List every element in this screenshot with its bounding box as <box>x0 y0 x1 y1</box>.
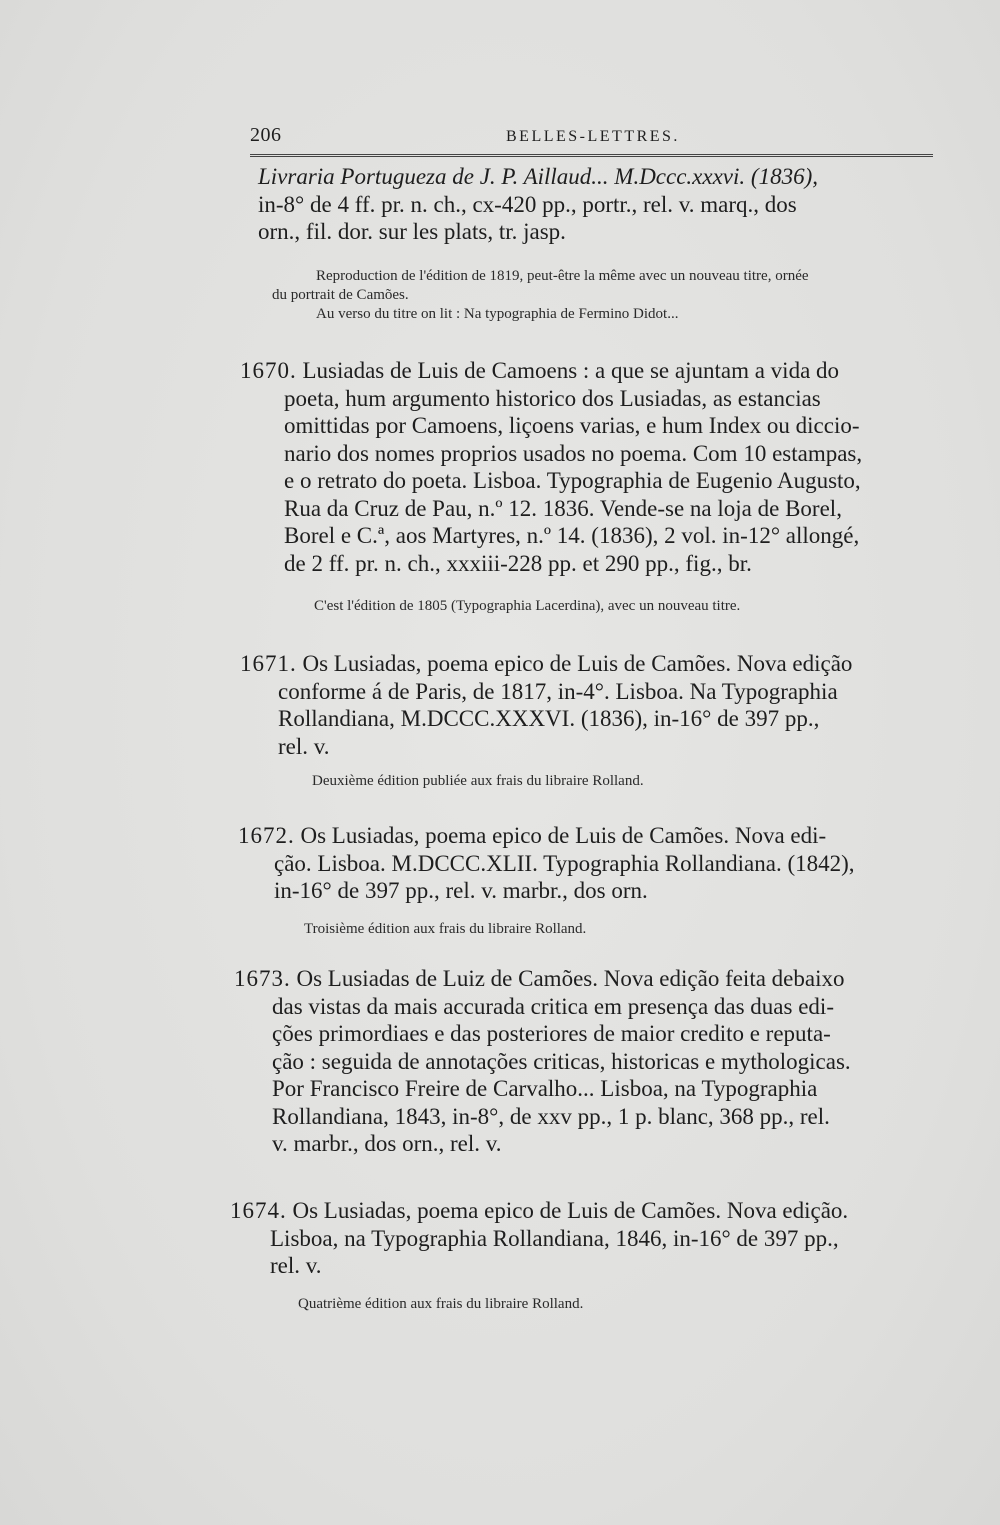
entry-first-line <box>230 1197 934 1225</box>
entry-1672-note <box>304 920 924 939</box>
entry-line: de 2 ff. pr. n. ch., xxxiii-228 pp. et 290 pp., fig., br. <box>284 550 752 576</box>
note-line: Deuxième édition publiée aux frais du libraire Rolland. <box>312 773 644 789</box>
entry-continuation <box>258 163 934 246</box>
entry-line: Os Lusiadas, poema epico de Luis de Camões. Nova edi- <box>300 823 827 848</box>
entry-line: ção. Lisboa. M.DCCC.XLII. Typographia Rollandiana. (1842), <box>274 850 855 876</box>
entry-first-line <box>234 965 934 993</box>
entry-line: e o retrato do poeta. Lisboa. Typographia de Eugenio Augusto, <box>284 468 861 493</box>
entry-line: Rollandiana, M.DCCC.XXXVI. (1836), in-16° de 397 pp., <box>278 706 820 731</box>
entry-line: rel. v. <box>270 1253 322 1278</box>
entry-line: omittidas por Camoens, liçoens varias, e hum Index ou diccio- <box>284 413 860 438</box>
entry-line: ção : seguida de annotações criticas, historicas e mythologicas. <box>272 1048 851 1074</box>
entry-line: v. marbr., dos orn., rel. v. <box>272 1131 502 1156</box>
entry-line: Rua da Cruz de Pau, n.º 12. 1836. Vende-se na loja de Borel, <box>284 495 842 521</box>
entry-first-line <box>240 357 934 385</box>
entry-1673 <box>234 965 934 1158</box>
entry-line: orn., fil. dor. sur les plats, tr. jasp. <box>258 219 566 244</box>
note-line: Troisième édition aux frais du libraire Rolland. <box>304 921 587 937</box>
entry-number: 1674. <box>230 1198 287 1223</box>
note-line: Reproduction de l'édition de 1819, peut-être la même avec un nouveau titre, ornée <box>316 268 809 284</box>
entry-1672 <box>238 822 934 905</box>
entry-line: Rollandiana, 1843, in-8°, de xxv pp., 1 p. blanc, 368 pp., rel. <box>272 1103 830 1129</box>
entry-1671-note <box>312 772 932 791</box>
entry-number: 1670. <box>240 358 297 383</box>
entry-1674-note <box>298 1295 918 1314</box>
entry-line: poeta, hum argumento historico dos Lusiadas, as estancias <box>284 385 821 411</box>
entry-line: Livraria Portugueza de J. P. Aillaud... M.Dccc.xxxvi. (1836), <box>258 164 818 189</box>
entry-line: ções primordiaes e das posteriores de maior credito e reputa- <box>272 1021 831 1046</box>
entry-line: Lisboa, na Typographia Rollandiana, 1846, in-16° de 397 pp., <box>270 1225 839 1251</box>
entry-line: Os Lusiadas, poema epico de Luis de Camões. Nova edição. <box>292 1198 849 1223</box>
entry-1674 <box>230 1197 934 1280</box>
entry-line: conforme á de Paris, de 1817, in-4°. Lisboa. Na Typographia <box>278 678 838 704</box>
entry-line: Por Francisco Freire de Carvalho... Lisboa, na Typographia <box>272 1076 818 1101</box>
note-line: C'est l'édition de 1805 (Typographia Lacerdina), avec un nouveau titre. <box>314 598 741 614</box>
entry-line: rel. v. <box>278 733 330 759</box>
entry-line: Os Lusiadas, poema epico de Luis de Camões. Nova edição <box>302 651 853 676</box>
entry-line: das vistas da mais accurada critica em presença das duas edi- <box>272 993 834 1019</box>
running-head: BELLES-LETTRES. <box>506 128 680 145</box>
entry-first-line <box>238 822 934 850</box>
note-line: du portrait de Camões. <box>272 287 409 303</box>
entry-number: 1671. <box>240 651 297 676</box>
entry-line: nario dos nomes proprios usados no poema. Com 10 estampas, <box>284 440 863 466</box>
entry-1671 <box>240 650 934 760</box>
entry-line: in-8° de 4 ff. pr. n. ch., cx-420 pp., portr., rel. v. marq., dos <box>258 191 797 217</box>
note-line: Au verso du titre on lit : Na typographia de Fermino Didot... <box>316 306 679 322</box>
entry-number: 1672. <box>238 823 295 848</box>
entry-1670-note <box>314 597 934 616</box>
entry-line: Borel e C.ª, aos Martyres, n.º 14. (1836), 2 vol. in-12° allongé, <box>284 523 860 548</box>
entry-line: Os Lusiadas de Luiz de Camões. Nova edição feita debaixo <box>296 966 845 991</box>
entry-1670 <box>240 357 934 577</box>
entry-line: Lusiadas de Luis de Camoens : a que se ajuntam a vida do <box>302 358 840 383</box>
page-header <box>250 124 933 157</box>
entry-first-line <box>240 650 934 678</box>
entry-number: 1673. <box>234 966 291 991</box>
entry-line: in-16° de 397 pp., rel. v. marbr., dos orn. <box>274 878 648 903</box>
page-number: 206 <box>250 124 282 146</box>
entry-continuation-notes <box>272 267 936 324</box>
note-line: Quatrième édition aux frais du libraire Rolland. <box>298 1296 584 1312</box>
